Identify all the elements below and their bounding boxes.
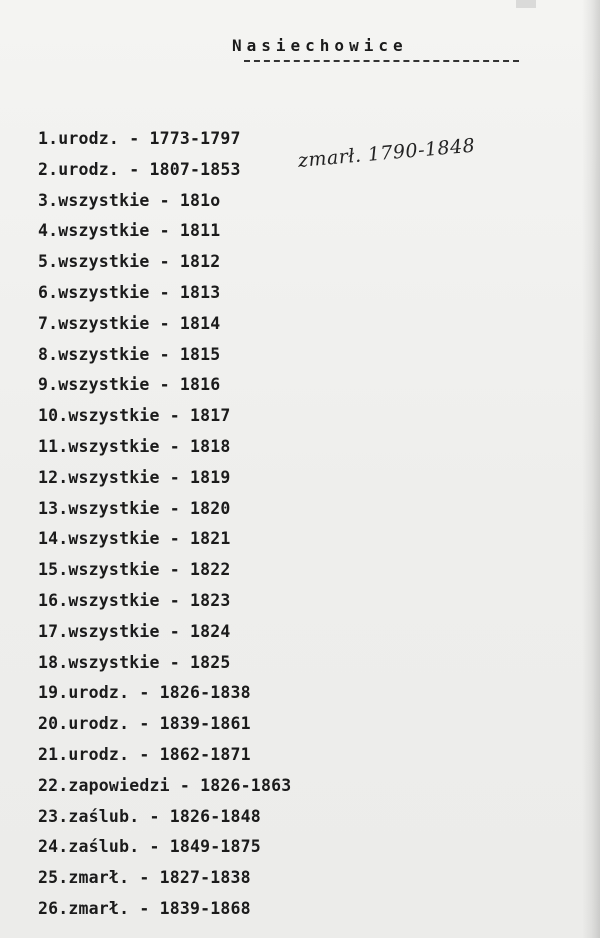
- list-item: 14.wszystkie - 1821: [38, 529, 231, 549]
- list-item: 5.wszystkie - 1812: [38, 252, 221, 272]
- title-underline: [244, 60, 519, 62]
- list-item: 23.zaślub. - 1826-1848: [38, 806, 261, 826]
- list-item: 16.wszystkie - 1823: [38, 590, 231, 610]
- list-item: 15.wszystkie - 1822: [38, 560, 231, 580]
- list-item: 25.zmarł. - 1827-1838: [38, 868, 251, 888]
- list-item: 10.wszystkie - 1817: [38, 406, 231, 426]
- list-item: 21.urodz. - 1862-1871: [38, 744, 251, 764]
- list-item: 2.urodz. - 1807-1853: [38, 159, 241, 179]
- page-edge-shadow: [582, 0, 600, 938]
- list-item: 17.wszystkie - 1824: [38, 621, 231, 641]
- list-item: 3.wszystkie - 181o: [38, 190, 221, 210]
- list-item: 6.wszystkie - 1813: [38, 282, 221, 302]
- list-item: 24.zaślub. - 1849-1875: [38, 837, 261, 857]
- register-list: [38, 124, 291, 925]
- list-item: 11.wszystkie - 1818: [38, 436, 231, 456]
- list-item: 12.wszystkie - 1819: [38, 467, 231, 487]
- document-title: Nasiechowice: [232, 36, 408, 55]
- list-item: 1.urodz. - 1773-1797: [38, 129, 241, 148]
- list-item: 19.urodz. - 1826-1838: [38, 683, 251, 703]
- list-item: 8.wszystkie - 1815: [38, 344, 221, 364]
- list-item: 7.wszystkie - 1814: [38, 313, 221, 333]
- list-item: 13.wszystkie - 1820: [38, 498, 231, 518]
- list-item: 9.wszystkie - 1816: [38, 375, 221, 395]
- list-item: 4.wszystkie - 1811: [38, 221, 221, 241]
- handwritten-note: zmarł. 1790-1848: [297, 134, 477, 172]
- list-item: 26.zmarł. - 1839-1868: [38, 898, 251, 918]
- list-item: 20.urodz. - 1839-1861: [38, 714, 251, 734]
- list-item: 18.wszystkie - 1825: [38, 652, 231, 672]
- list-item: 22.zapowiedzi - 1826-1863: [38, 775, 292, 795]
- tape-mark: [516, 0, 536, 8]
